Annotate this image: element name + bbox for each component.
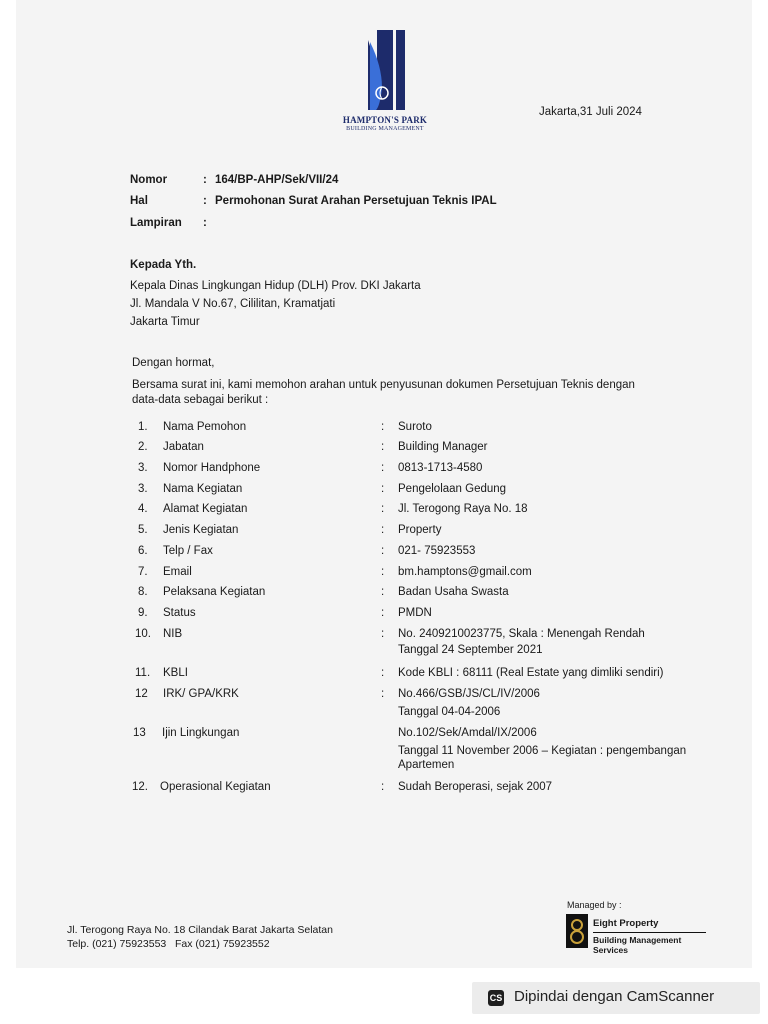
item-number: 11. xyxy=(135,667,151,679)
item-separator: : xyxy=(381,524,385,536)
item-label: Nama Pemohon xyxy=(163,421,247,433)
item-number: 7. xyxy=(138,566,148,578)
header-value-nomor: 164/BP-AHP/Sek/VII/24 xyxy=(215,174,339,186)
salutation: Dengan hormat, xyxy=(132,357,215,369)
item-separator: : xyxy=(381,607,385,619)
item-label: Status xyxy=(163,607,196,619)
item-label: Telp / Fax xyxy=(163,545,213,557)
recipient-greeting: Kepada Yth. xyxy=(130,259,197,271)
item-number: 1. xyxy=(138,421,148,433)
recipient-line-1: Kepala Dinas Lingkungan Hidup (DLH) Prov. DKI Jakarta xyxy=(130,280,421,292)
item-separator: : xyxy=(381,483,385,495)
item-value: Building Manager xyxy=(398,441,488,453)
camscanner-text: Dipindai dengan CamScanner xyxy=(514,988,715,1005)
camscanner-icon: CS xyxy=(488,990,504,1006)
item-separator: : xyxy=(381,781,385,793)
header-label-lampiran: Lampiran xyxy=(130,217,182,229)
item-number: 6. xyxy=(138,545,148,557)
item-label: Email xyxy=(163,566,192,578)
item-number: 8. xyxy=(138,586,148,598)
item-value: Kode KBLI : 68111 (Real Estate yang dimliki sendiri) xyxy=(398,667,664,679)
item-label: Pelaksana Kegiatan xyxy=(163,586,266,598)
eight-property-logo xyxy=(566,914,706,955)
managed-by-label: Managed by : xyxy=(567,900,622,910)
item-value-line-2: Tanggal 11 November 2006 – Kegiatan : pengembangan xyxy=(398,745,687,757)
item-separator: : xyxy=(381,586,385,598)
recipient-line-2: Jl. Mandala V No.67, Cililitan, Kramatjati xyxy=(130,298,336,310)
item-value: PMDN xyxy=(398,607,432,619)
manager-subtitle: Building Management Services xyxy=(593,935,682,955)
item-number: 3. xyxy=(138,462,148,474)
recipient-line-3: Jakarta Timur xyxy=(130,316,200,328)
item-value: 0813-1713-4580 xyxy=(398,462,483,474)
item-label: Ijin Lingkungan xyxy=(162,727,240,739)
item-value: Suroto xyxy=(398,421,432,433)
item-separator: : xyxy=(381,688,385,700)
item-separator: : xyxy=(381,441,385,453)
brand-name: HAMPTON'S PARK xyxy=(342,115,428,125)
header-label-hal: Hal xyxy=(130,195,148,207)
intro-line-1: Bersama surat ini, kami memohon arahan untuk penyusunan dokumen Persetujuan Teknis dengan xyxy=(132,379,635,391)
item-number: 9. xyxy=(138,607,148,619)
item-value: Property xyxy=(398,524,442,536)
header-sep-hal: : xyxy=(203,195,207,207)
item-label: Nomor Handphone xyxy=(163,462,261,474)
item-number: 2. xyxy=(138,441,148,453)
item-separator: : xyxy=(381,462,385,474)
item-separator: : xyxy=(381,545,385,557)
item-value: Jl. Terogong Raya No. 18 xyxy=(398,503,528,515)
item-number: 12 xyxy=(135,688,148,700)
item-value: 021- 75923553 xyxy=(398,545,476,557)
item-number: 3. xyxy=(138,483,148,495)
item-label: NIB xyxy=(163,628,183,640)
item-value: No.102/Sek/Amdal/IX/2006 xyxy=(398,727,537,739)
item-label: Alamat Kegiatan xyxy=(163,503,248,515)
footer-address-block xyxy=(67,923,333,951)
header-label-nomor: Nomor xyxy=(130,174,168,186)
item-number: 13 xyxy=(133,727,146,739)
item-separator: : xyxy=(381,628,385,640)
footer-phone: Telp. (021) 75923553 Fax (021) 75923552 xyxy=(67,938,270,950)
manager-divider xyxy=(593,932,706,933)
camscanner-watermark xyxy=(472,982,760,1014)
header-sep-lampiran: : xyxy=(203,217,207,229)
item-label: Operasional Kegiatan xyxy=(160,781,271,793)
item-label: Nama Kegiatan xyxy=(163,483,243,495)
item-label: KBLI xyxy=(163,667,188,679)
item-separator: : xyxy=(381,421,385,433)
header-sep-nomor: : xyxy=(203,174,207,186)
header-value-hal: Permohonan Surat Arahan Persetujuan Teknis IPAL xyxy=(215,195,497,207)
item-separator: : xyxy=(381,503,385,515)
item-value-line-3: Apartemen xyxy=(398,759,455,771)
item-number: 4. xyxy=(138,503,148,515)
item-separator: : xyxy=(381,667,385,679)
item-value: No.466/GSB/JS/CL/IV/2006 xyxy=(398,688,540,700)
item-value: Sudah Beroperasi, sejak 2007 xyxy=(398,781,553,793)
item-number: 12. xyxy=(132,781,148,793)
item-separator: : xyxy=(381,566,385,578)
item-label: IRK/ GPA/KRK xyxy=(163,688,239,700)
letter-date: Jakarta,31 Juli 2024 xyxy=(539,106,642,118)
item-value: Pengelolaan Gedung xyxy=(398,483,507,495)
footer-address: Jl. Terogong Raya No. 18 Cilandak Barat Jakarta Selatan xyxy=(67,924,333,936)
eight-property-mark-icon xyxy=(566,914,588,948)
item-value-line-2: Tanggal 04-04-2006 xyxy=(398,706,501,718)
intro-line-2: data-data sebagai berikut : xyxy=(132,394,269,406)
item-value-line-2: Tanggal 24 September 2021 xyxy=(398,644,543,656)
item-number: 10. xyxy=(135,628,151,640)
item-value: No. 2409210023775, Skala : Menengah Rendah xyxy=(398,628,645,640)
item-number: 5. xyxy=(138,524,148,536)
manager-name: Eight Property xyxy=(593,918,659,929)
item-value: bm.hamptons@gmail.com xyxy=(398,566,532,578)
item-label: Jabatan xyxy=(163,441,204,453)
item-value: Badan Usaha Swasta xyxy=(398,586,509,598)
brand-subtitle: BUILDING MANAGEMENT xyxy=(346,126,424,132)
item-label: Jenis Kegiatan xyxy=(163,524,239,536)
